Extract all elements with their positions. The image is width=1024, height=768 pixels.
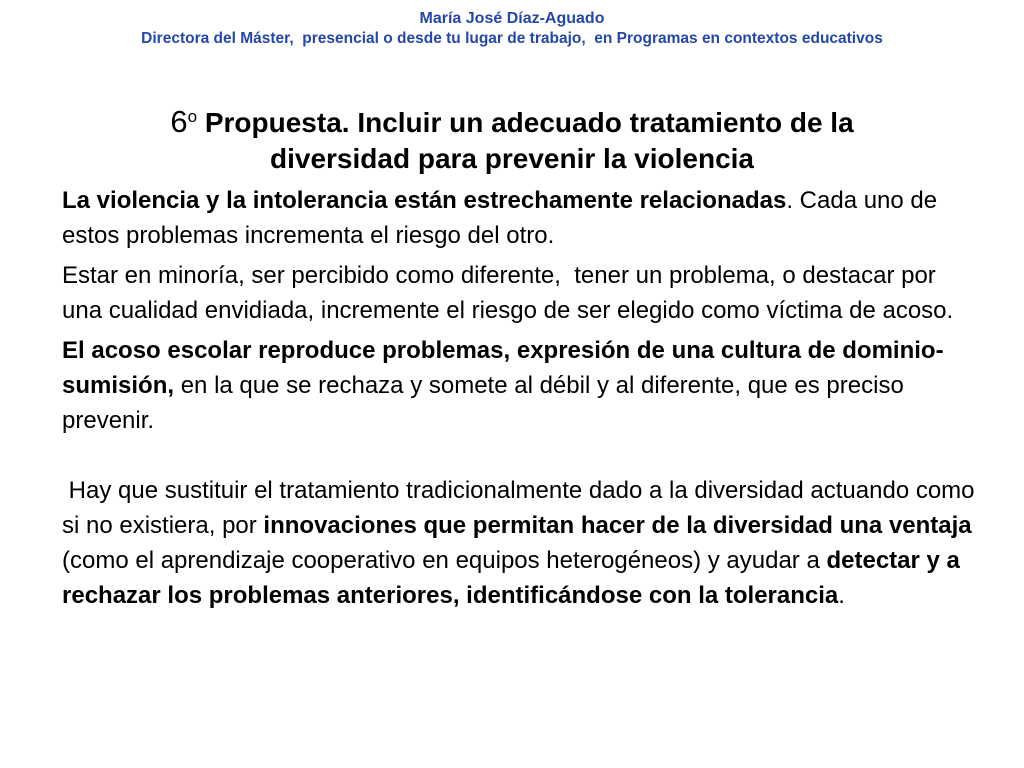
paragraph-4-text-3: .: [838, 582, 845, 609]
title-number: 6: [170, 104, 188, 139]
paragraph-violence-intolerance: [62, 183, 982, 253]
paragraph-4-text-1: Hay que sustituir el tratamiento tradicionalmente dado a la diversidad actuando como si no existiera, por: [62, 477, 982, 539]
paragraph-diversity-innovation: [62, 473, 982, 613]
paragraph-bullying: [62, 333, 982, 438]
author-name: María José Díaz-Aguado: [419, 10, 605, 27]
paragraph-1-bold: La violencia y la intolerancia están estrechamente relacionadas: [62, 187, 787, 214]
title-line-2: diversidad para prevenir la violencia: [270, 143, 754, 174]
paragraph-2-text: Estar en minoría, ser percibido como diferente, tener un problema, o destacar por una cualidad envidiada, incremente el riesgo de ser elegido como víctima de acoso.: [62, 262, 954, 324]
author-role: Directora del Máster, presencial o desde tu lugar de trabajo, en Programas en contextos educativos: [141, 30, 883, 47]
slide-body: [62, 183, 982, 618]
paragraph-4-bold-2: detectar y a rechazar los problemas anteriores, identificándose con la tolerancia: [62, 547, 967, 609]
paragraph-4-bold-1: innovaciones que permitan hacer de la diversidad una ventaja: [263, 512, 972, 539]
paragraph-minority-risk: [62, 258, 982, 328]
paragraph-3-bold: El acoso escolar reproduce problemas, expresión de una cultura de dominio-sumisión,: [62, 337, 944, 399]
paragraph-3-text: en la que se rechaza y somete al débil y al diferente, que es preciso prevenir.: [62, 372, 911, 434]
slide-header: [0, 9, 1024, 49]
title-line-1: Propuesta. Incluir un adecuado tratamiento de la: [197, 107, 854, 138]
slide-title: [0, 99, 1024, 177]
paragraph-1-text: . Cada uno de estos problemas incrementa el riesgo del otro.: [62, 187, 944, 249]
paragraph-4-text-2: (como el aprendizaje cooperativo en equipos heterogéneos) y ayudar a: [62, 512, 979, 574]
title-ordinal: o: [187, 107, 198, 126]
